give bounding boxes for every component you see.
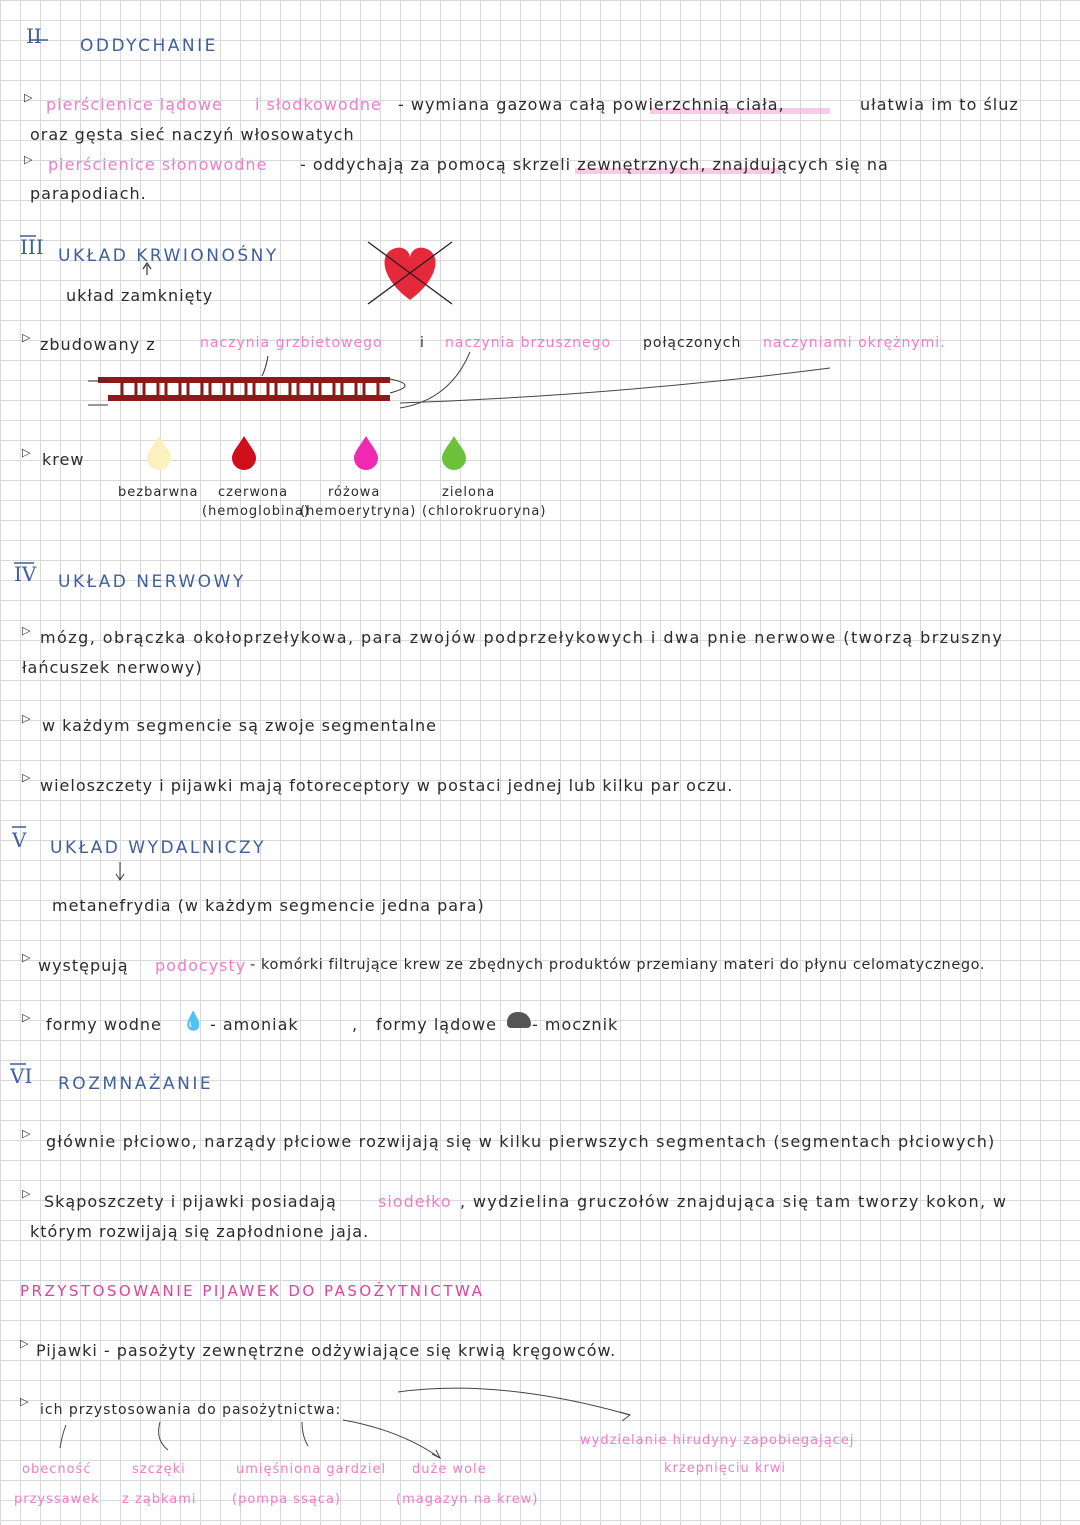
triangle-bullet-icon: ▷ (22, 771, 32, 784)
blood-drop-icon (145, 434, 173, 470)
adaptation-item: szczęki (132, 1462, 186, 1477)
text-line: wieloszczety i pijawki mają fotoreceptory w postaci jednej lub kilku par oczu. (40, 776, 734, 795)
text-line: podocysty (155, 956, 247, 975)
text-line: siodełko (378, 1192, 452, 1211)
text-line: pierścienice lądowe (46, 95, 223, 114)
triangle-bullet-icon: ▷ (22, 951, 32, 964)
text-line: krew (42, 450, 85, 469)
text-line: i słodkowodne (255, 95, 382, 114)
adaptation-item: z ząbkami (122, 1492, 197, 1507)
text-line: którym rozwijają się zapłodnione jaja. (30, 1222, 370, 1241)
section-title: UKŁAD NERWOWY (58, 572, 246, 592)
text-line: ich przystosowania do pasożytnictwa: (40, 1402, 342, 1418)
text-line: - oddychają za pomocą skrzeli zewnętrznych, znajdujących się na (300, 155, 889, 174)
text-line: - komórki filtrujące krew ze zbędnych produktów przemiany materi do płynu celomatycznego. (250, 957, 986, 973)
text-line: Skąposzczety i pijawki posiadają (44, 1192, 337, 1211)
text-line: , wydzielina gruczołów znajdująca się tam tworzy kokon, w (460, 1192, 1008, 1211)
blood-drop-icon (352, 434, 380, 470)
text-line: mózg, obrączka okołoprzełykowa, para zwojów podprzełykowych i dwa pnie nerwowe (tworzą brzuszny (40, 628, 1004, 647)
blood-type-label: różowa (328, 485, 381, 500)
crossed-heart-icon (368, 242, 452, 304)
circular-vessel (298, 381, 312, 397)
adaptation-item: przyssawek (14, 1492, 100, 1507)
adaptation-item: wydzielanie hirudyny zapobiegającej (580, 1433, 855, 1448)
triangle-bullet-icon: ▷ (22, 624, 32, 637)
blood-type-label: czerwona (218, 485, 289, 500)
blood-type-label: zielona (442, 485, 496, 500)
circular-vessel (122, 381, 136, 397)
circular-vessel (232, 381, 246, 397)
circular-vessel (188, 381, 202, 397)
section-number: V (12, 828, 27, 852)
section-number: VI (10, 1064, 33, 1088)
blood-drop-icon (230, 434, 258, 470)
triangle-bullet-icon: ▷ (20, 1337, 30, 1350)
adaptation-item: umięśniona gardziel (236, 1462, 387, 1477)
adaptation-item: obecność (22, 1462, 92, 1477)
circular-vessel (276, 381, 290, 397)
adaptation-item: (magazyn na krew) (396, 1492, 539, 1507)
text-line: łańcuszek nerwowy) (22, 658, 203, 677)
pigment-label: (hemoerytryna) (300, 504, 417, 519)
triangle-bullet-icon: ▷ (22, 1011, 32, 1024)
text-line: , (352, 1015, 359, 1034)
triangle-bullet-icon: ▷ (22, 712, 32, 725)
pigment-label: (chlorokruoryna) (422, 504, 547, 519)
text-line: - amoniak (210, 1015, 299, 1034)
section-number: III (20, 235, 44, 259)
text-line: formy wodne (46, 1015, 162, 1034)
text-line: metanefrydia (w każdym segmencie jedna para) (52, 896, 485, 915)
section-title: PRZYSTOSOWANIE PIJAWEK DO PASOŻYTNICTWA (20, 1282, 485, 1300)
section-title: ROZMNAŻANIE (58, 1074, 214, 1094)
adaptation-item: (pompa ssąca) (232, 1492, 341, 1507)
circular-vessel (342, 381, 356, 397)
adaptation-item: duże wole (412, 1462, 487, 1477)
circular-vessel (320, 381, 334, 397)
text-line: formy lądowe (376, 1015, 497, 1034)
vessel-diagram (88, 377, 405, 405)
triangle-bullet-icon: ▷ (24, 91, 34, 104)
text-line: - mocznik (532, 1015, 619, 1034)
text-line: i (420, 335, 425, 351)
section-title: ODDYCHANIE (80, 36, 218, 56)
text-line: połączonych (643, 335, 742, 351)
text-line: Pijawki - pasożyty zewnętrzne odżywiające się krwią kręgowców. (36, 1341, 617, 1360)
text-line: zbudowany z (40, 335, 156, 354)
circular-vessel (254, 381, 268, 397)
adaptation-item: krzepnięciu krwi (664, 1461, 787, 1476)
text-line: - wymiana gazowa całą powierzchnią ciała, (398, 95, 785, 114)
pigment-label: (hemoglobina) (202, 504, 310, 519)
text-line: głównie płciowo, narządy płciowe rozwijają się w kilku pierwszych segmentach (segmentach płciowych) (46, 1132, 996, 1151)
text-line: naczynia brzusznego (445, 335, 612, 351)
water-drop-icon: 💧 (182, 1011, 206, 1032)
blood-drop-icon (440, 434, 468, 470)
text-line: oraz gęsta sieć naczyń włosowatych (30, 125, 355, 144)
text-line: w każdym segmencie są zwoje segmentalne (42, 716, 438, 735)
text-line: występują (38, 956, 129, 975)
triangle-bullet-icon: ▷ (22, 1187, 32, 1200)
triangle-bullet-icon: ▷ (22, 331, 32, 344)
text-line: pierścienice słonowodne (48, 155, 268, 174)
triangle-bullet-icon: ▷ (24, 153, 34, 166)
circular-vessel (144, 381, 158, 397)
triangle-bullet-icon: ▷ (22, 446, 32, 459)
text-line: naczynia grzbietowego (200, 335, 383, 351)
text-line: naczyniami okrężnymi. (763, 335, 946, 351)
section-title: UKŁAD WYDALNICZY (50, 838, 266, 858)
section-title: UKŁAD KRWIONOŚNY (58, 246, 279, 266)
triangle-bullet-icon: ▷ (22, 1127, 32, 1140)
text-line: ułatwia im to śluz (860, 95, 1019, 114)
blood-type-label: bezbarwna (118, 485, 199, 500)
circular-vessel (166, 381, 180, 397)
text-line: parapodiach. (30, 184, 147, 203)
circular-vessel (364, 381, 378, 397)
section-number: IV (14, 562, 37, 586)
circular-vessel (210, 381, 224, 397)
triangle-bullet-icon: ▷ (20, 1395, 30, 1408)
section-number: II (26, 24, 42, 48)
text-line: układ zamknięty (66, 286, 214, 305)
